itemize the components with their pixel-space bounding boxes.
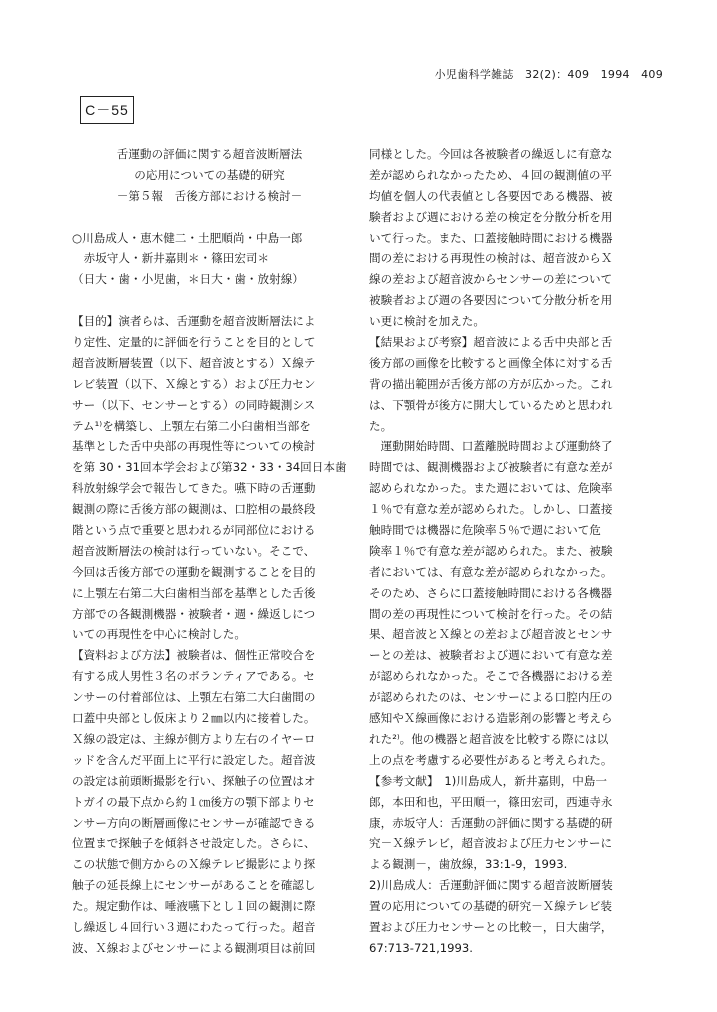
body-line: を第 30・31回本学会および第32・33・34回日本歯 (72, 460, 347, 475)
body-line: 67:713-721,1993. (369, 940, 473, 955)
body-line: 【参考文献】 1)川島成人，新井嘉則，中島一 (369, 773, 607, 788)
body-line: テム¹⁾を構築し、上顎左右第二小臼歯相当部を (72, 418, 311, 433)
body-line: が認められたのは、センサーによる口腔内圧の (369, 690, 613, 705)
body-line: 観測の際に舌後方部の観測は、口腔相の最終段 (72, 502, 316, 517)
body-line: よる観測－，歯放線，33:1-9，1993. (369, 857, 568, 872)
body-line: 今回は舌後方部での運動を観測することを目的 (72, 564, 316, 579)
body-line: 超音波断層装置（以下、超音波とする）Ｘ線テ (72, 355, 316, 370)
body-line: 同様とした。今回は各被験者の繰返しに有意な (369, 147, 613, 161)
body-line: 後方部の画像を比較すると画像全体に対する舌 (369, 355, 613, 370)
body-line: 究－Ｘ線テレビ，超音波および圧力センサーに (369, 836, 613, 851)
right-body-text (369, 144, 644, 959)
title-line: の応用についての基礎的研究 (134, 167, 285, 182)
body-line: れた²⁾。他の機器と超音波を比較する際には以 (369, 731, 609, 746)
body-line: 方部での各観測機器・被験者・週・繰返しにつ (72, 606, 316, 621)
body-line: Ｘ線の設定は、主線が側方より左右のイヤーロ (72, 731, 316, 746)
body-line: いての再現性を中心に検討した。 (72, 627, 246, 642)
body-line: 上の点を考慮する必要性があると考えられた。 (369, 752, 613, 767)
spacer (72, 290, 347, 311)
body-line: 間の差における再現性の検討は、超音波からＸ (369, 251, 613, 266)
right-column (369, 144, 644, 959)
body-line: 触時間では機器に危険率５％で週において危 (369, 523, 601, 538)
body-line: 認められなかった。また週においては、危険率 (369, 481, 613, 496)
body-line: いて行った。また、口蓋接触時間における機器 (369, 230, 613, 245)
body-line: レビ装置（以下、Ｘ線とする）および圧力セン (72, 376, 316, 391)
body-line: 感知やＸ線画像における造影剤の影響と考えら (369, 711, 613, 726)
body-line: 験者および週における差の検定を分散分析を用 (369, 209, 613, 224)
body-line: １％で有意な差が認められた。しかし、口蓋接 (369, 502, 613, 517)
body-line: 触子の延長線上にセンサーがあることを確認し (72, 878, 316, 893)
body-line: 均値を個人の代表値とし各要因である機器、被 (369, 188, 613, 203)
abstract-code-box (80, 96, 134, 124)
body-line: 康，赤坂守人：舌運動の評価に関する基礎的研 (369, 815, 613, 830)
body-line: い更に検討を加えた。 (369, 314, 485, 329)
body-line: た。規定動作は、唾液嚥下とし１回の観測に際 (72, 899, 316, 914)
body-line: に上顎左右第二大臼歯相当部を基準とした舌後 (72, 585, 316, 600)
body-line: が認められなかった。そこで各機器における差 (369, 669, 613, 684)
left-body-text (72, 311, 347, 959)
body-line: の設定は前頭断撮影を行い、探触子の位置はオ (72, 773, 316, 788)
author-line: 赤坂守人・新井嘉則＊・篠田宏司＊ (72, 251, 270, 266)
body-line: 階という点で重要と思われるが同部位における (72, 523, 316, 538)
body-line: は、下顎骨が後方に開大しているためと思われ (369, 397, 613, 412)
subtitle-line: －第５報 舌後方部における検討－ (116, 188, 303, 203)
body-line: り定性、定量的に評価を行うことを目的として (72, 335, 316, 350)
body-line: 波、Ｘ線およびセンサーによる観測項目は前回 (72, 940, 316, 955)
body-line: 【結果および考察】超音波による舌中央部と舌 (369, 335, 613, 350)
title-line: 舌運動の評価に関する超音波断層法 (116, 147, 303, 161)
body-line: 険率１％で有意な差が認められた。また、被験 (369, 543, 613, 558)
body-line: 者においては、有意な差が認められなかった。 (369, 564, 613, 579)
body-line: ンサーの付着部位は、上顎左右第二大臼歯間の (72, 690, 316, 705)
body-line: そのため、さらに口蓋接触時間における各機器 (369, 585, 613, 600)
body-line: ーとの差は、被験者および週において有意な差 (369, 648, 613, 663)
body-line: た。 (369, 418, 393, 433)
body-line: 間の差の再現性について検討を行った。その結 (369, 606, 613, 621)
body-line: 口蓋中央部とし仮床より２㎜以内に接着した。 (72, 711, 316, 726)
body-line: 置および圧力センサーとの比較－，日大歯学， (369, 919, 613, 934)
body-line: 2)川島成人：舌運動評価に関する超音波断層装 (369, 878, 613, 893)
body-line: 差が認められなかったため、４回の観測値の平 (369, 167, 613, 182)
body-line: ンサー方向の断層画像にセンサーが確認できる (72, 815, 316, 830)
body-line: 位置まで探触子を傾斜させ設定した。さらに、 (72, 836, 316, 851)
spacer (72, 207, 347, 228)
body-line: 時間では、観測機器および被験者に有意な差が (369, 460, 613, 475)
author-block (72, 228, 347, 291)
body-line: 置の応用についての基礎的研究－Ｘ線テレビ装 (369, 899, 613, 914)
title-block (72, 144, 347, 207)
body-line: し繰返し４回行い３週にわたって行った。超音 (72, 919, 316, 934)
body-line: この状態で側方からのＸ線テレビ撮影により探 (72, 857, 316, 872)
body-line: 果、超音波とＸ線との差および超音波とセンサ (369, 627, 613, 642)
body-line: 被験者および週の各要因について分散分析を用 (369, 293, 613, 308)
body-line: 線の差および超音波からセンサーの差について (369, 272, 613, 287)
left-column (72, 144, 347, 959)
body-line: 有する成人男性３名のボランティアである。セ (72, 669, 315, 684)
journal-citation: 小児歯科学雑誌 32(2)：409 1994 409 (434, 68, 663, 81)
abstract-code: C－55 (85, 102, 129, 118)
body-line: トガイの最下点から約１㎝後方の顎下部よりセ (72, 794, 315, 809)
body-line: 郎，本田和也，平田順一，篠田宏司，西連寺永 (369, 794, 613, 809)
body-line: 背の描出範囲が舌後方部の方が広かった。これ (369, 376, 613, 391)
body-line: 運動開始時間、口蓋離脱時間および運動終了 (369, 439, 613, 454)
affiliation-line: （日大・歯・小児歯，＊日大・歯・放射線） (72, 272, 304, 287)
body-line: ッドを含んだ平面上に平行に設定した。超音波 (72, 752, 316, 767)
body-line: 基準とした舌中央部の再現性等についての検討 (72, 439, 316, 454)
body-line: 科放射線学会で報告してきた。嚥下時の舌運動 (72, 481, 316, 496)
author-line: ○川島成人・恵木健二・土肥順尚・中島一郎 (72, 230, 303, 245)
body-line: サー（以下、センサーとする）の同時観測シス (72, 397, 316, 412)
body-line: 超音波断層法の検討は行っていない。そこで、 (72, 543, 316, 558)
body-line: 【目的】演者らは、舌運動を超音波断層法によ (72, 314, 316, 329)
body-line: 【資料および方法】被験者は、個性正常咬合を (72, 648, 316, 663)
